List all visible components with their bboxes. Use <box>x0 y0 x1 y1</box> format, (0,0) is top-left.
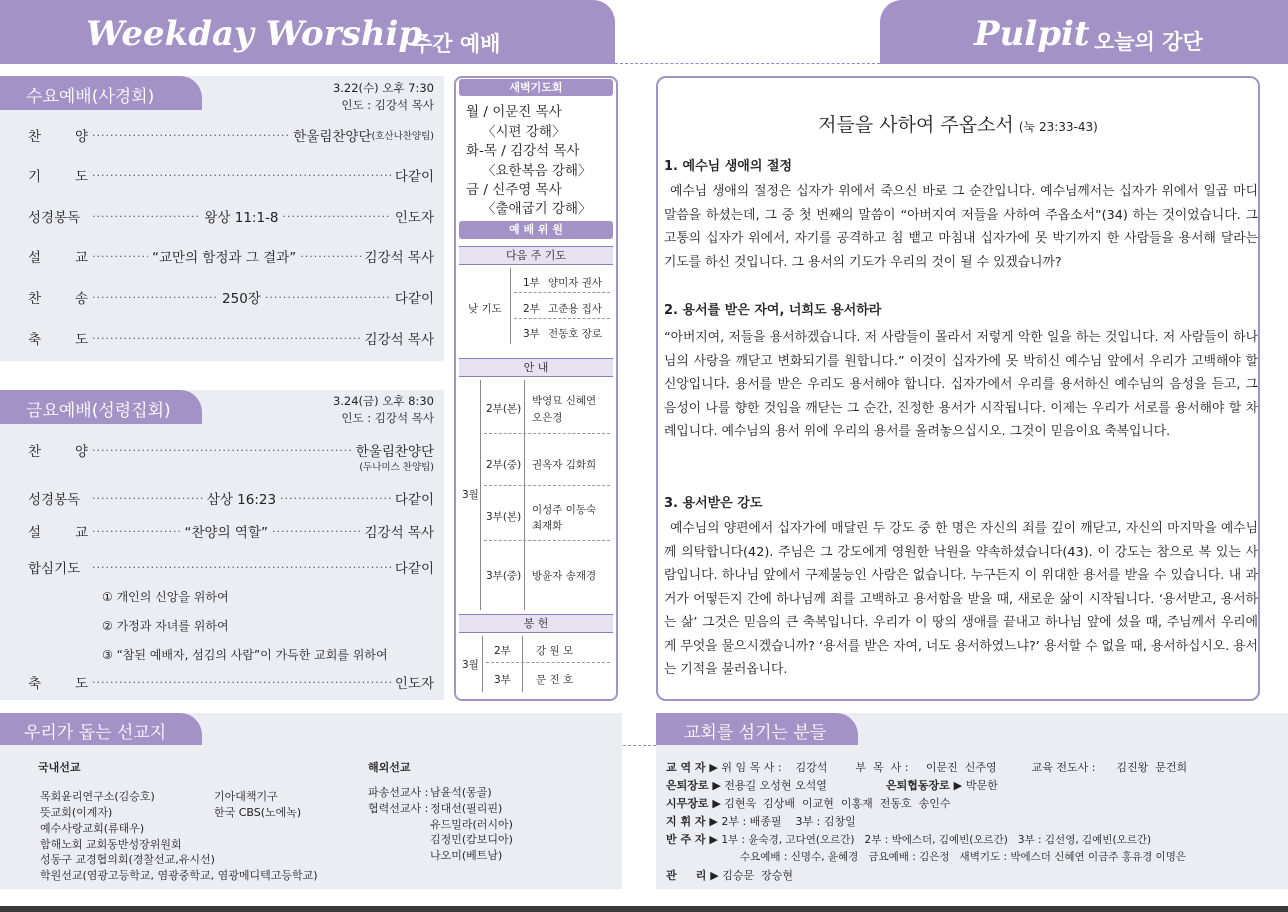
dawn-line <box>466 178 562 198</box>
servants-role: 반 주 자 ▶ <box>666 833 718 846</box>
servants-row <box>666 777 827 793</box>
noon-part: 3부 <box>523 328 540 340</box>
label-char: 도 <box>74 676 88 692</box>
dawn-line <box>466 139 580 159</box>
servants-row <box>666 795 951 811</box>
label-char: 설 <box>28 525 42 541</box>
servants-names: 김승문 장승현 <box>722 869 793 882</box>
prayer-item: ② 가정과 자녀를 위하여 <box>102 619 229 633</box>
sermon-paragraph: 예수님 생애의 절정은 십자가 위에서 죽으신 바로 그 순간입니다. 예수님께서는 십자가 위에서 일곱 마디 말씀을 하셨는데, 그 중 첫 번째의 말씀이 “아버지여 저들을 사하여 주옵소서”(34) 하는 것이었습니다. 그 고통의 십자가 위에서, 자기를 공격하고 침 뱉고 마침내 십자가에 못 박기까지 한 사람들을 용서해 달라는 기도를 하신 것입니다. 그 용서의 기도가 우리의 것이 될 수 있겠습니까? <box>664 184 1258 270</box>
label-char: 교 <box>74 525 88 541</box>
leader-dots <box>92 525 181 538</box>
divider <box>484 485 610 486</box>
wednesday-title: 수요예배(사경회) <box>26 87 155 107</box>
header-left-subtitle: 주간 예배 <box>412 32 501 56</box>
wed-row-note: (호산나찬양팀) <box>371 131 434 142</box>
prayer-item: ③ “참된 예배자, 섬김의 사람”이 가득한 교회를 위하여 <box>102 648 388 662</box>
label-char: 찬 <box>28 444 42 460</box>
sermon-paragraph: 예수님의 양편에서 십자가에 매달린 두 강도 중 한 명은 자신의 죄를 깊이 깨닫고, 자신의 마지막을 예수님께 의탁합니다(42). 주님은 그 강도에게 영원한 낙원을 약속하셨습니다(43). 이 강도는 참으로 복 있는 사람입니다. 하나님 앞에서 구제불능인 사람은 없습니다. 누구든지 이 위대한 용서를 받을 수 있습니다. 내 과거가 어떻든지 간에 하나님께 죄를 고백하고 용서함을 받을 때, 새로운 삶이 시작됩니다. ‘용서받고, 용서하는 삶’ 그것은 믿음의 큰 축복입니다. 우리가 이 땅의 생애를 끝내고 하나님 앞에 섰을 때, 주님께서 우리에게 무엇을 물으시겠습니까? ‘용서를 받은 자여, 너도 용서하였느냐?’ 용서할 수 없을 때, 용서하십시오. 용서는 기적을 불러옵니다. <box>664 521 1258 677</box>
leader-dots <box>92 169 391 182</box>
wed-row-label <box>28 287 88 307</box>
offering-month: 3월 <box>462 659 479 671</box>
guide-part: 2부(중) <box>486 459 522 471</box>
wed-row-sermon <box>28 246 434 266</box>
wednesday-leader: 인도 : 김강석 목사 <box>341 98 434 112</box>
overseas-name: 유드밀라(러시아) <box>430 818 513 831</box>
leader-dots <box>300 250 360 263</box>
fri-row-value: 다같이 <box>394 561 434 577</box>
servants-names: 수요예배 : 신명수, 윤혜경 금요예배 : 김은정 새벽기도 : 박에스더 신혜연 이금주 홍유경 이명은 <box>740 851 1186 863</box>
guide-names: 오은경 <box>532 412 563 424</box>
wed-row-value: 다같이 <box>394 291 434 307</box>
friday-leader: 인도 : 김강석 목사 <box>341 411 434 425</box>
sermon-heading: 2. 용서를 받은 자여, 너희도 용서하라 <box>664 303 882 318</box>
overseas-name: 나오미(베트남) <box>430 849 503 862</box>
guide-part: 3부(본) <box>486 511 522 523</box>
dawn-line <box>466 100 562 120</box>
servants-row <box>666 813 856 829</box>
divider <box>484 540 610 541</box>
overseas-name: 김정민(캄보디아) <box>430 833 513 846</box>
overseas-title: 해외선교 <box>368 761 411 774</box>
sermon-title: 저들을 사하여 주옵소서 <box>818 114 1014 136</box>
fri-row-label <box>28 521 88 541</box>
label-char: 도 <box>74 169 88 185</box>
divider <box>486 662 610 663</box>
wed-row-reading <box>28 206 434 226</box>
overseas-label: 협력선교사 : <box>368 802 429 815</box>
servants-title-tab <box>656 713 858 745</box>
servants-row <box>740 849 1186 864</box>
fri-row-label <box>28 440 88 460</box>
overseas-name: 정대선(필리핀) <box>430 802 503 815</box>
divider <box>522 636 523 692</box>
next-prayer-label: 다음 주 기도 <box>459 246 613 265</box>
label-char: 기 <box>28 169 42 185</box>
header-divider <box>615 63 880 64</box>
prayer-item: ① 개인의 신앙을 위하여 <box>102 590 229 604</box>
missions-title-tab <box>0 713 202 745</box>
servants-row <box>666 831 1151 847</box>
guide-names: 박영묘 신혜연 <box>532 395 597 407</box>
fri-row-sermon <box>28 521 434 541</box>
label-char: 찬 <box>28 291 42 307</box>
wed-row-label <box>28 246 88 266</box>
label-char: 축 <box>28 676 42 692</box>
header-right-tab <box>880 0 1288 64</box>
label-char: 교 <box>74 250 88 266</box>
dawn-preacher: 김강석 목사 <box>510 143 580 159</box>
wednesday-title-tab <box>0 76 202 110</box>
offering-title: 봉 헌 <box>459 614 613 633</box>
wed-row-value: 인도자 <box>394 210 434 226</box>
sermon-heading: 3. 용서받은 강도 <box>664 496 763 511</box>
domestic-item: 학원선교(염광고등학교, 염광중학교, 염광메디텍고등학교) <box>40 869 318 882</box>
guide-part: 3부(중) <box>486 570 522 582</box>
fri-row-reading <box>28 488 434 508</box>
wed-row-mid: 250장 <box>222 291 261 307</box>
wed-row-value: 김강석 목사 <box>364 332 434 348</box>
wednesday-date: 3.22(수) 오후 7:30 <box>332 81 434 95</box>
leader-dots <box>92 492 203 505</box>
fri-row-value: 김강석 목사 <box>364 525 435 541</box>
guide-month: 3월 <box>462 489 479 501</box>
leader-dots <box>92 250 148 263</box>
leader-dots <box>280 492 391 505</box>
dawn-day: 월 / <box>466 104 488 120</box>
wed-row-benediction <box>28 328 434 348</box>
wed-row-prayer <box>28 165 434 185</box>
fri-row-label <box>28 672 88 692</box>
label-char: 찬 <box>28 129 42 145</box>
wed-row-mid: 왕상 11:1-8 <box>204 210 279 226</box>
leader-dots <box>92 129 289 142</box>
leader-dots <box>92 561 391 574</box>
wed-row-mid: “교만의 함정과 그 결과” <box>152 250 297 266</box>
dawn-preacher: 이문진 목사 <box>492 104 562 120</box>
fri-row-label: 합심기도 <box>28 561 81 577</box>
domestic-title: 국내선교 <box>38 761 81 774</box>
servants-role: 교 역 자 ▶ <box>666 761 718 774</box>
wed-row-value: 김강석 목사 <box>364 250 434 266</box>
fri-row-value: 다같이 <box>394 492 434 508</box>
dawn-preacher: 신주영 목사 <box>492 182 562 198</box>
divider <box>514 318 610 319</box>
offering-name: 강 원 모 <box>536 645 574 657</box>
dawn-topic: 〈출애굽기 강해〉 <box>482 201 592 217</box>
label-char: 도 <box>74 332 88 348</box>
bottom-bar <box>0 906 1288 912</box>
dawn-topic: 〈요한복음 강해〉 <box>482 163 592 179</box>
noon-name: 고준용 집사 <box>548 303 603 315</box>
fri-row-mid: “찬양의 역할” <box>184 525 268 541</box>
retired-cooperating-elder-names: 박문한 <box>966 779 998 792</box>
guide-part: 2부(본) <box>486 403 522 415</box>
guide-names: 방윤자 송재경 <box>532 570 597 582</box>
noon-name: 양미자 권사 <box>548 277 603 289</box>
label-char: 양 <box>74 444 88 460</box>
dawn-title: 새벽기도회 <box>459 79 613 96</box>
wed-row-hymn <box>28 287 434 307</box>
servants-role: 지 휘 자 ▶ <box>666 815 718 828</box>
fri-praise-note: (두나미스 찬양팀) <box>359 462 434 473</box>
noon-name: 전동호 장로 <box>548 328 603 340</box>
overseas-label: 파송선교사 : <box>368 786 429 799</box>
divider <box>510 268 511 344</box>
servants-names: 1부 : 윤숙경, 고다연(오르간) 2부 : 박에스더, 김예빈(오르간) 3부 : 김선영, 김예빈(오르간) <box>721 834 1152 846</box>
sermon-paragraph: “아버지여, 저들을 용서하겠습니다. 저 사람들이 몰라서 저렇게 악한 일을 하는 것입니다. 저 사람들이 하나님의 사랑을 깨닫고 변화되기를 원합니다.” 이것이 십자가에 못 박히신 예수님 앞에서 우리가 고백해야 할 신앙입니다. 용서를 받은 우리도 용서해야 합니다. 십자가에서 우리를 용서하신 예수님의 음성을 듣고, 그 음성이 나를 향한 것임을 깨닫는 그 순간, 진정한 용서가 시작됩니다. 이제는 우리가 서로를 용서해야 할 차례입니다. 예수님의 용서 위에 우리의 용서를 올려놓으십시오. 그것이 믿음이요 축복입니다. <box>664 330 1258 439</box>
fri-row-label: 성경봉독 <box>28 492 81 508</box>
noon-prayer-label: 낮 기도 <box>468 303 502 315</box>
servants-names: 전용길 오성현 오석열 <box>724 779 827 792</box>
fri-row-value: 한울림찬양단 <box>355 444 434 460</box>
domestic-item: 뜻교회(이계자) <box>40 806 113 819</box>
servants-row <box>666 867 793 883</box>
leader-dots <box>92 444 352 457</box>
friday-title: 금요예배(성령집회) <box>26 401 171 421</box>
committee-title: 예 배 위 원 <box>459 221 613 239</box>
servants-names: 김현욱 김상배 이교현 이홍재 전동호 송인수 <box>724 797 951 810</box>
label-char: 축 <box>28 332 42 348</box>
servants-role: 시무장로 ▶ <box>666 797 721 810</box>
label-char: 양 <box>74 129 88 145</box>
domestic-item: 목회윤리연구소(김승호) <box>40 790 155 803</box>
leader-dots <box>283 210 391 223</box>
wed-row-label <box>28 328 88 348</box>
offering-name: 문 진 호 <box>536 674 574 686</box>
wed-row-value: 한울림찬양단 <box>293 129 372 145</box>
wed-row-label: 성경봉독 <box>28 210 81 226</box>
divider <box>484 433 610 434</box>
leader-dots <box>92 676 391 689</box>
offering-part: 3부 <box>494 674 511 686</box>
servants-title: 교회를 섬기는 분들 <box>684 723 827 743</box>
noon-part: 2부 <box>523 303 540 315</box>
wed-row-label <box>28 165 88 185</box>
fri-row-value: 인도자 <box>394 676 434 692</box>
divider <box>524 380 525 610</box>
friday-title-tab <box>0 390 202 424</box>
wed-row-praise <box>28 125 434 145</box>
leader-dots <box>92 210 200 223</box>
label-char: 설 <box>28 250 42 266</box>
servants-row <box>666 759 1187 775</box>
guide-names: 최재화 <box>532 520 563 532</box>
wed-row-label <box>28 125 88 145</box>
guide-names: 이성주 이동숙 <box>532 504 597 516</box>
servants-role: 관 리 ▶ <box>666 869 719 882</box>
fri-row-benediction <box>28 672 434 692</box>
fri-row-praise <box>28 440 434 460</box>
sermon-heading: 1. 예수님 생애의 절정 <box>664 159 793 174</box>
noon-part: 1부 <box>523 277 540 289</box>
wed-row-value: 다같이 <box>394 169 434 185</box>
dawn-topic: 〈시편 강해〉 <box>482 124 566 140</box>
header-right-subtitle: 오늘의 강단 <box>1094 30 1203 54</box>
servants-names: 위 임 목 사 : 김강석 부 목 사 : 이문진 신주영 교육 전도사 : 김진왕 문건희 <box>721 761 1188 774</box>
leader-dots <box>272 525 361 538</box>
servants-names: 2부 : 배종필 3부 : 김창일 <box>721 815 856 828</box>
leader-dots <box>265 291 391 304</box>
dawn-day: 화-목 / <box>466 143 506 159</box>
fri-row-unison-prayer <box>28 557 434 577</box>
divider <box>480 380 481 610</box>
domestic-item: 성동구 교경협의회(경찰선교,유시선) <box>40 853 215 866</box>
domestic-item: 예수사랑교회(류태우) <box>40 822 145 835</box>
leader-dots <box>92 291 218 304</box>
overseas-name: 남윤석(몽골) <box>430 786 492 799</box>
leader-dots <box>92 332 361 345</box>
header-left-title: Weekday Worship <box>86 14 423 54</box>
sermon-reference: (눅 23:33-43) <box>1018 120 1098 134</box>
friday-date: 3.24(금) 오후 8:30 <box>332 394 434 408</box>
domestic-item: 함해노회 교회동반성장위원회 <box>40 838 182 851</box>
fri-row-mid: 삼상 16:23 <box>206 492 277 508</box>
domestic-item: 기아대책기구 <box>214 790 278 803</box>
retired-cooperating-elder-label: 은퇴협동장로 ▶ <box>886 779 963 792</box>
missions-title: 우리가 돕는 선교지 <box>24 723 167 743</box>
divider <box>514 292 610 293</box>
label-char: 송 <box>74 291 88 307</box>
offering-part: 2부 <box>494 645 511 657</box>
sermon-title-line <box>660 110 1256 137</box>
dawn-day: 금 / <box>466 182 488 198</box>
servants-role: 은퇴장로 ▶ <box>666 779 721 792</box>
divider <box>482 636 483 692</box>
header-right-title: Pulpit <box>974 14 1090 54</box>
domestic-item: 한국 CBS(노에녹) <box>214 806 302 819</box>
guide-names: 권옥자 김화희 <box>532 459 597 471</box>
header-left-tab <box>0 0 615 64</box>
guide-title: 안 내 <box>459 358 613 377</box>
